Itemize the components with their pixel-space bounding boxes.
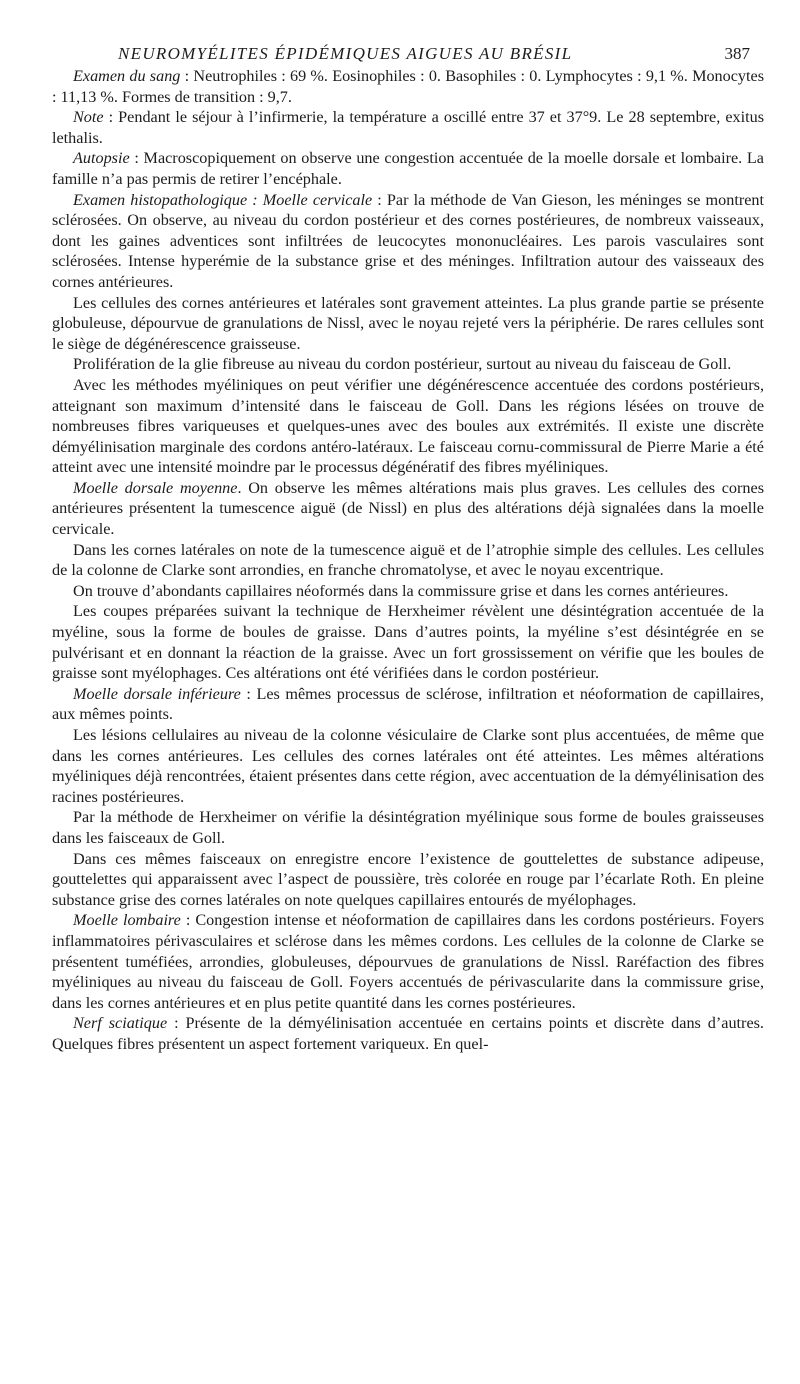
paragraph-text: Les lésions cellulaires au niveau de la colonne vésiculaire de Clarke sont plus accentuées, de même que dans les cornes antérieures. Les cellules des cornes latérales ont été atteintes. Les mêmes altérations myéliniques déjà rencontrées, étaient présentes dans cette région, avec accentuation de la démyélinisation des racines postérieures. [52,726,764,806]
page-number: 387 [724,44,750,63]
paragraph-cervical-cord [52,190,764,293]
paragraph-text: Les cellules des cornes antérieures et latérales sont gravement atteintes. La plus grande partie se présente globuleuse, dépourvue de granulations de Nissl, avec le noyau rejeté vers la périphérie. De rares cellules sont le siège de dégénérescence graisseuse. [52,293,764,353]
paragraph [52,849,764,911]
paragraph-text: : Pendant le séjour à l’infirmerie, la température a oscillé entre 37 et 37°9. Le 28 septembre, exitus lethalis. [52,108,764,147]
paragraph-text: : Neutrophiles : 69 %. Eosinophiles : 0. Basophiles : 0. Lymphocytes : 9,1 %. Monocytes : 11,13 %. Formes de transition : 9,7. [52,67,765,106]
paragraph-lead: Examen histopathologique : Moelle cervicale [73,190,373,209]
paragraph [52,293,764,355]
paragraph-lead: Autopsie [73,149,130,168]
paragraph [52,354,764,375]
paragraph-lead: Moelle dorsale moyenne [73,478,238,497]
paragraph-mid-dorsal-cord [52,478,764,540]
paragraph [52,725,764,807]
paragraph-text: Avec les méthodes myéliniques on peut vérifier une dégénérescence accentuée des cordons postérieurs, atteignant son maximum d’intensité dans le faisceau de Goll. Dans les régions lésées on trouve de nombreuses fibres variqueuses et quelques-unes avec des boules aux extrémités. Il existe une discrète démyélinisation marginale des cordons antéro-latéraux. Le faisceau cornu-commissural de Pierre Marie a été atteint avec une intensité moindre par le processus dégénératif des fibres myéliniques. [52,375,764,477]
paragraph-lead: Note [73,108,104,127]
paragraph-blood-exam [52,66,764,107]
paragraph [52,601,764,683]
paragraph-text: . On observe les mêmes altérations mais plus graves. Les cellules des cornes antérieures présentent la tumescence aiguë (de Nissl) en plus des altérations déjà signalées dans la moelle cervicale. [52,478,764,539]
paragraph [52,375,764,478]
paragraph-lead: Moelle dorsale inférieure [73,684,241,703]
paragraph-note [52,107,764,148]
paragraph-lumbar-cord [52,910,764,1013]
paragraph [52,807,764,848]
paragraph-text: Dans ces mêmes faisceaux on enregistre encore l’existence de gouttelettes de substance adipeuse, gouttelettes qui apparaissent avec l’aspect de poussière, très colorée en rouge par l’écarlate Roth. En pleine substance grise des cornes latérales on note quelques capillaires entourés de myélophages. [52,849,764,909]
paragraph-text: On trouve d’abondants capillaires néoformés dans la commissure grise et dans les cornes antérieures. [73,581,729,600]
paragraph-lower-dorsal-cord [52,684,764,725]
paragraph-text: : Présente de la démyélinisation accentuée en certains points et discrète dans d’autres. Quelques fibres présentent un aspect fortement variqueux. En quel- [52,1014,764,1053]
paragraph-text: : Les mêmes processus de sclérose, infiltration et néoformation de capillaires, aux mêmes points. [52,684,764,724]
paragraph-lead: Nerf sciatique [73,1014,168,1033]
paragraph-lead: Moelle lombaire [73,911,181,930]
running-title: NEUROMYÉLITES ÉPIDÉMIQUES AIGUES AU BRÉSIL [118,44,573,63]
paragraph-text: : Macroscopiquement on observe une congestion accentuée de la moelle dorsale et lombaire. La famille n’a pas permis de retirer l’encéphale. [52,149,764,188]
paragraph [52,581,764,602]
paragraph-autopsy [52,148,764,189]
body-text [52,66,764,1055]
paragraph-text: : Par la méthode de Van Gieson, les méninges se montrent sclérosées. On observe, au niveau du cordon postérieur et des cornes postérieures, de nombreux vaisseaux, dont les gaines adventices sont infiltrées de leucocytes mononucléaires. Les parois vasculaires sont sclérosées. Intense hyperémie de la substance grise et des méninges. Infiltration autour des vaisseaux des cornes antérieures. [52,190,764,291]
paragraph [52,540,764,581]
paragraph-text: Prolifération de la glie fibreuse au niveau du cordon postérieur, surtout au niveau du faisceau de Goll. [73,355,732,374]
paragraph-lead: Examen du sang [73,67,181,85]
paragraph-text: Par la méthode de Herxheimer on vérifie la désintégration myélinique sous forme de boules graisseuses dans les faisceaux de Goll. [52,808,764,847]
paragraph-sciatic-nerve [52,1013,764,1054]
paragraph-text: Dans les cornes latérales on note de la tumescence aiguë et de l’atrophie simple des cellules. Les cellules de la colonne de Clarke sont arrondies, en franche chromatolyse, et avec le noyau excentrique. [52,540,764,580]
paragraph-text: Les coupes préparées suivant la technique de Herxheimer révèlent une désintégration accentuée de la myéline, sous la forme de boules de graisse. Dans d’autres points, la myéline s’est désintégrée en se pulvérisant et en donnant la réaction de la graisse. Avec un fort grossissement on vérifie que les boules de graisse sont myélophages. Ces altérations ont été vérifiées dans le cordon postérieur. [52,602,764,683]
paragraph-text: : Congestion intense et néoformation de capillaires dans les cordons postérieurs. Foyers inflammatoires périvasculaires et sclérose dans les mêmes cordons. Les cellules de la colonne de Clarke se présentent tuméfiées, arrondies, globuleuses, dépourvues de granulations de Nissl. Raréfaction des fibres myéliniques au niveau du faisceau de Goll. Foyers accentués de périvascularite dans la commissure grise, dans les cornes antérieures et en plus petite quantité dans les cornes postérieures. [52,911,764,1012]
